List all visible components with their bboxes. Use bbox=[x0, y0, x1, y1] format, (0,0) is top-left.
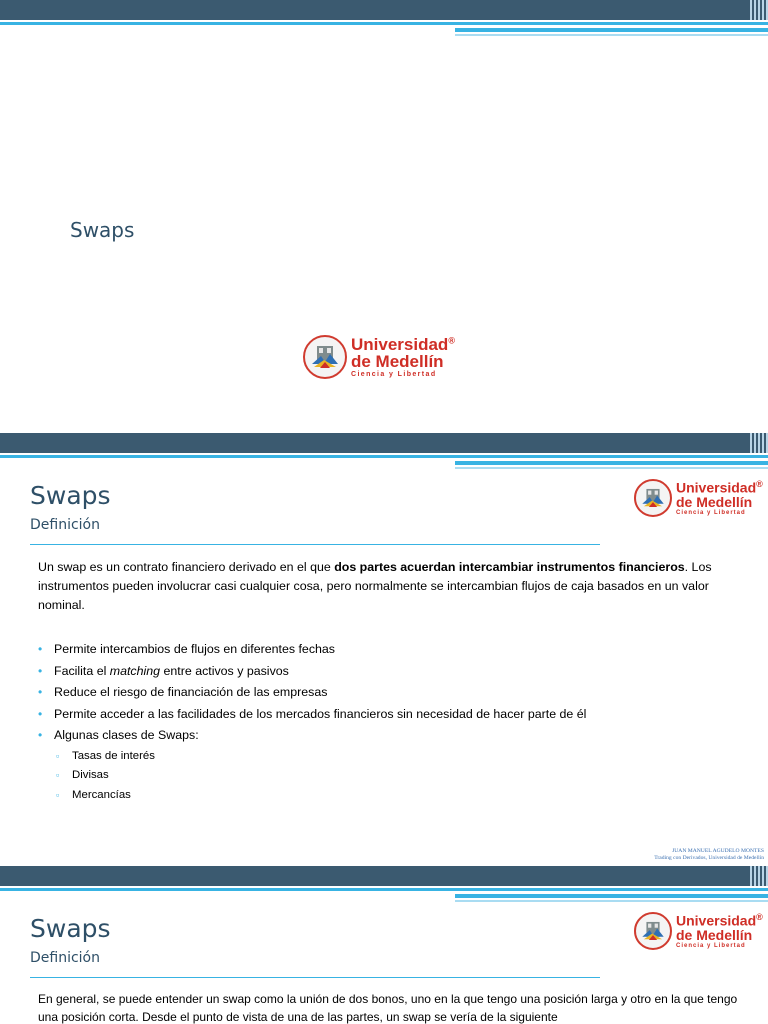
list-item: • Algunas clases de Swaps: bbox=[38, 725, 750, 747]
slide-subtitle: Definición bbox=[30, 950, 100, 966]
logo-line1: Universidad bbox=[351, 335, 449, 354]
logo-line1: Universidad bbox=[676, 912, 757, 929]
accent-line bbox=[0, 22, 768, 25]
university-seal-icon bbox=[634, 479, 672, 517]
university-logo bbox=[303, 335, 455, 379]
top-bar bbox=[0, 0, 768, 20]
list-item: • Permite acceder a las facilidades de los mercados financieros sin necesidad de hacer parte de él bbox=[38, 704, 750, 726]
cover-title: Swaps bbox=[70, 218, 135, 242]
registered-mark: ® bbox=[756, 912, 763, 923]
list-item: • Permite intercambios de flujos en diferentes fechas bbox=[38, 639, 750, 661]
slide-title: Swaps bbox=[30, 481, 111, 510]
definition-slide-1 bbox=[0, 433, 768, 866]
university-seal-icon bbox=[634, 912, 672, 950]
university-logo bbox=[634, 479, 763, 517]
accent-line-thin bbox=[455, 34, 768, 36]
slide-footer bbox=[654, 848, 764, 862]
slide-title: Swaps bbox=[30, 914, 111, 943]
logo-line2: de Medellín bbox=[676, 493, 753, 510]
university-seal-icon bbox=[303, 335, 347, 379]
definition-slide-2 bbox=[0, 866, 768, 1024]
logo-tagline: Ciencia y Libertad bbox=[351, 371, 437, 378]
accent-line bbox=[0, 888, 768, 891]
registered-mark: ® bbox=[756, 479, 763, 490]
accent-line bbox=[0, 455, 768, 458]
logo-line2: de Medellín bbox=[351, 352, 444, 371]
intro-bold: dos partes acuerdan intercambiar instrumentos financieros bbox=[334, 560, 685, 574]
list-item: • Facilita el matching entre activos y pasivos bbox=[38, 661, 750, 683]
title-rule bbox=[30, 544, 600, 545]
slide-subtitle: Definición bbox=[30, 517, 100, 533]
top-bar bbox=[0, 433, 768, 453]
sub-list-item: ▫ Tasas de interés bbox=[38, 747, 750, 767]
footer-author: JUAN MANUEL AGUDELO MONTES bbox=[672, 848, 764, 854]
logo-tagline: Ciencia y Libertad bbox=[676, 509, 746, 516]
accent-line-short bbox=[455, 894, 768, 898]
top-bar bbox=[0, 866, 768, 886]
sub-list-item: ▫ Divisas bbox=[38, 766, 750, 786]
accent-line-thin bbox=[455, 900, 768, 902]
cover-slide bbox=[0, 0, 768, 420]
intro-paragraph: Un swap es un contrato financiero derivado en el que dos partes acuerdan intercambiar instrumentos financieros. Los instrumentos pueden involucrar casi cualquier cosa, pero normalmente se intercambian flujos de caja basados en un valor nominal. bbox=[38, 560, 712, 612]
registered-mark: ® bbox=[448, 335, 455, 346]
accent-line-short bbox=[455, 461, 768, 465]
footer-course: Trading con Derivados, Universidad de Medellín bbox=[654, 855, 764, 861]
swap-explanation: En general, se puede entender un swap como la unión de dos bonos, uno en la que tengo una posición larga y otro en la que tengo una posición corta. Desde el punto de vista de una de las partes, un swap se vería de la siguiente bbox=[38, 992, 738, 1024]
accent-line-short bbox=[455, 28, 768, 32]
title-rule bbox=[30, 977, 600, 978]
logo-line2: de Medellín bbox=[676, 926, 753, 943]
university-logo bbox=[634, 912, 763, 950]
accent-line-thin bbox=[455, 467, 768, 469]
sub-list-item: ▫ Mercancías bbox=[38, 786, 750, 806]
bullet-list bbox=[38, 639, 750, 805]
logo-line1: Universidad bbox=[676, 479, 757, 496]
logo-tagline: Ciencia y Libertad bbox=[676, 942, 746, 949]
list-item: • Reduce el riesgo de financiación de las empresas bbox=[38, 682, 750, 704]
